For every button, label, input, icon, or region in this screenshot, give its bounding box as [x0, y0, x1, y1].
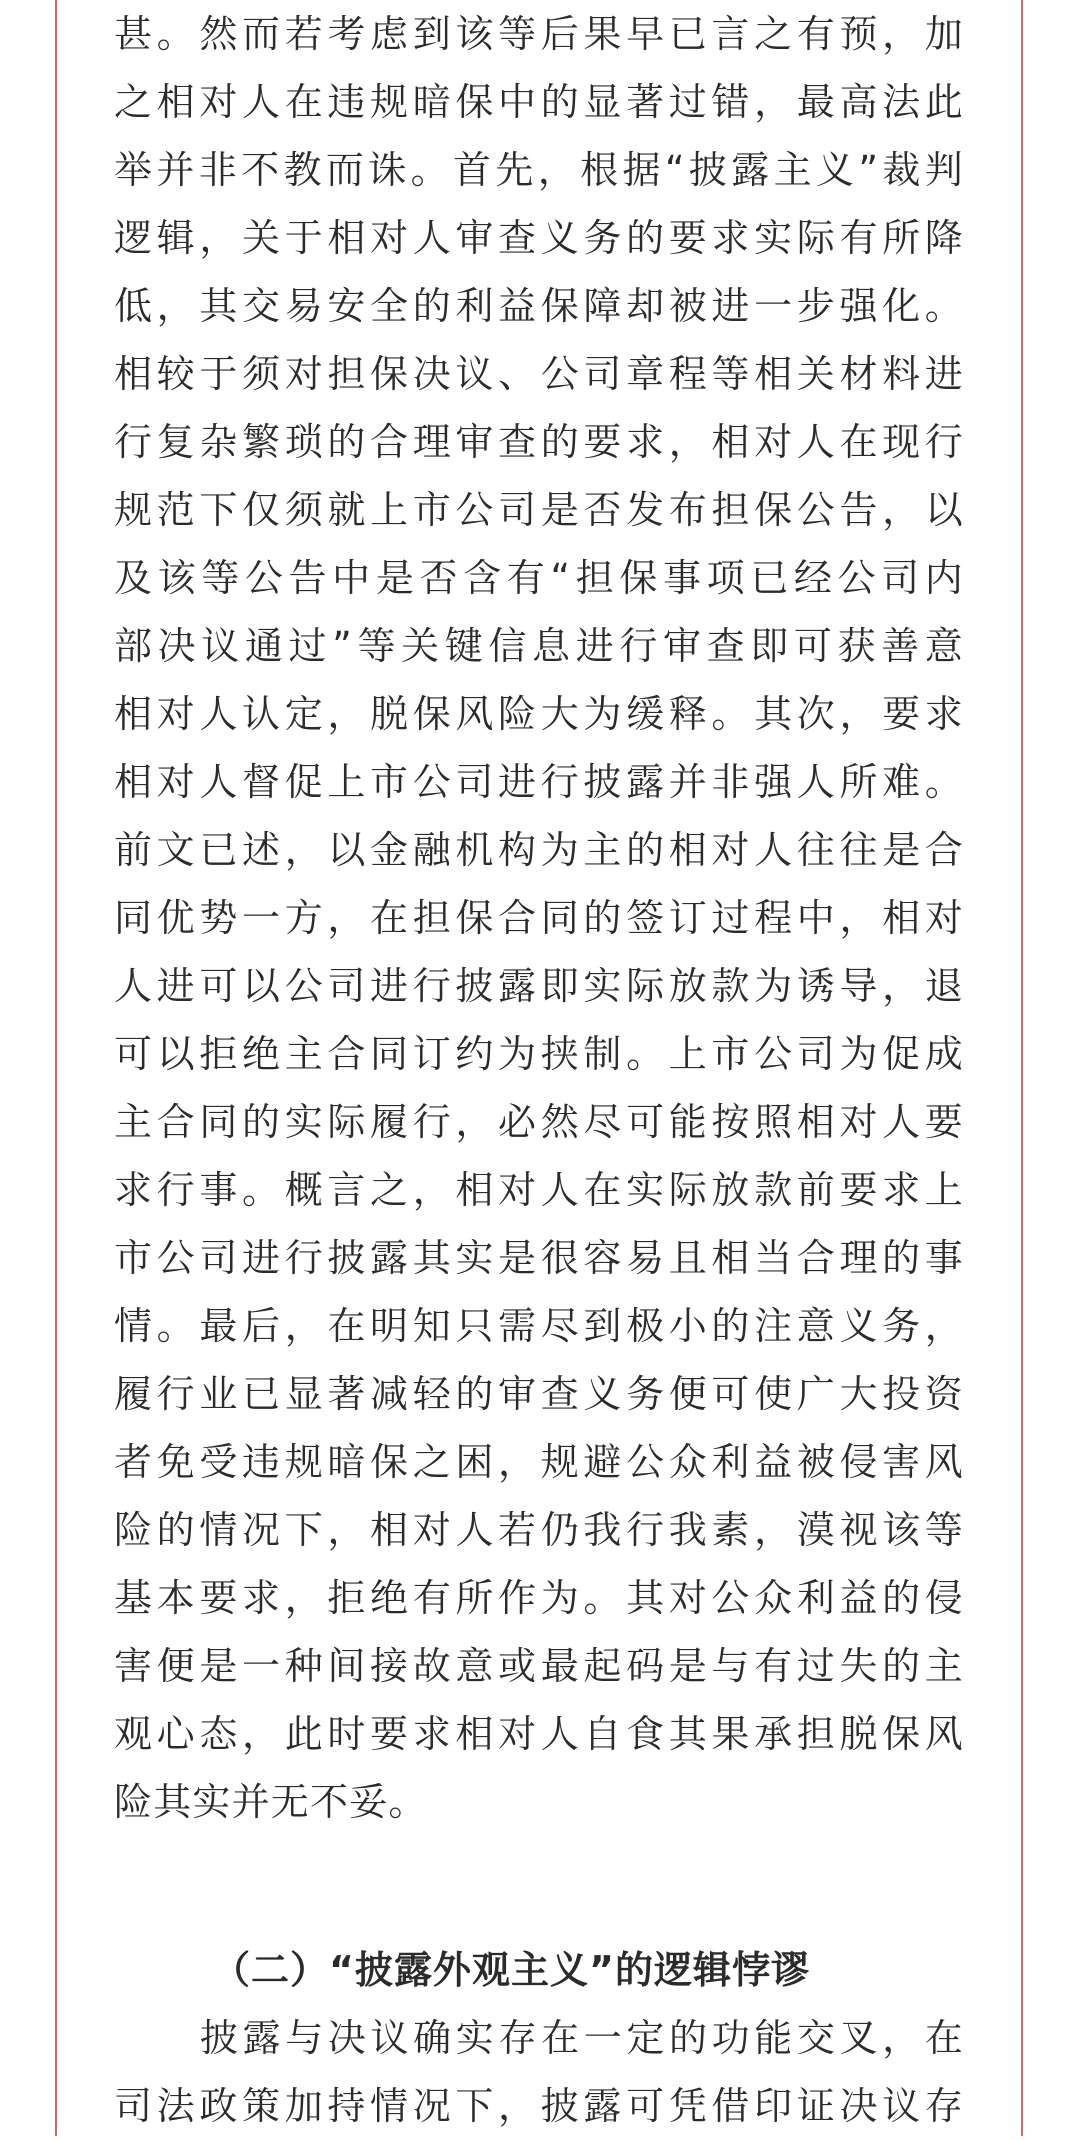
paragraph-line: 履行业已显著减轻的审查义务便可使广大投资	[114, 1372, 964, 1416]
paragraph-line: 甚。然而若考虑到该等后果早已言之有预，加	[114, 12, 964, 56]
paragraph-line: 主合同的实际履行，必然尽可能按照相对人要	[114, 1100, 964, 1144]
paragraph-line: 规范下仅须就上市公司是否发布担保公告，以	[114, 488, 964, 532]
paragraph-line: 求行事。概言之，相对人在实际放款前要求上	[114, 1168, 964, 1212]
paragraph-line: 之相对人在违规暗保中的显著过错，最高法此	[114, 80, 964, 124]
paragraph-line: 可以拒绝主合同订约为挟制。上市公司为促成	[114, 1032, 964, 1076]
paragraph-line: 同优势一方，在担保合同的签订过程中，相对	[114, 896, 964, 940]
section-spacer	[114, 1836, 964, 1936]
paragraph-line: 前文已述，以金融机构为主的相对人往往是合	[114, 828, 964, 872]
paragraph-line: 者免受违规暗保之困，规避公众利益被侵害风	[114, 1440, 964, 1484]
section-heading: （二）“披露外观主义”的逻辑悖谬	[212, 1948, 810, 1992]
paragraph-line: 举并非不教而诛。首先，根据“披露主义”裁判	[114, 148, 964, 192]
paragraph-line: 相对人督促上市公司进行披露并非强人所难。	[114, 760, 964, 804]
paragraph-line: 司法政策加持情况下，披露可凭借印证决议存	[114, 2084, 964, 2128]
paragraph-line: 情。最后，在明知只需尽到极小的注意义务，	[114, 1304, 964, 1348]
paragraph-line: 行复杂繁琐的合理审查的要求，相对人在现行	[114, 420, 964, 464]
paragraph-line: 市公司进行披露其实是很容易且相当合理的事	[114, 1236, 964, 1280]
paragraph-line: 相较于须对担保决议、公司章程等相关材料进	[114, 352, 964, 396]
paragraph-line: 观心态，此时要求相对人自食其果承担脱保风	[114, 1712, 964, 1756]
article-body	[114, 0, 964, 2140]
paragraph-1	[114, 0, 964, 1836]
paragraph-line: 基本要求，拒绝有所作为。其对公众利益的侵	[114, 1576, 964, 1620]
paragraph-line: 人进可以公司进行披露即实际放款为诱导，退	[114, 964, 964, 1008]
paragraph-line: 险其实并无不妥。	[114, 1780, 428, 1824]
paragraph-line: 及该等公告中是否含有“担保事项已经公司内	[114, 556, 964, 600]
paragraph-line: 相对人认定，脱保风险大为缓释。其次，要求	[114, 692, 964, 736]
paragraph-line: 部决议通过”等关键信息进行审查即可获善意	[114, 624, 964, 668]
paragraph-line: 低，其交易安全的利益保障却被进一步强化。	[114, 284, 964, 328]
paragraph-line: 害便是一种间接故意或最起码是与有过失的主	[114, 1644, 964, 1688]
paragraph-2	[114, 2004, 964, 2140]
paragraph-line: 披露与决议确实存在一定的功能交叉，在	[200, 2016, 964, 2060]
paragraph-line: 险的情况下，相对人若仍我行我素，漠视该等	[114, 1508, 964, 1552]
paragraph-line: 逻辑，关于相对人审查义务的要求实际有所降	[114, 216, 964, 260]
